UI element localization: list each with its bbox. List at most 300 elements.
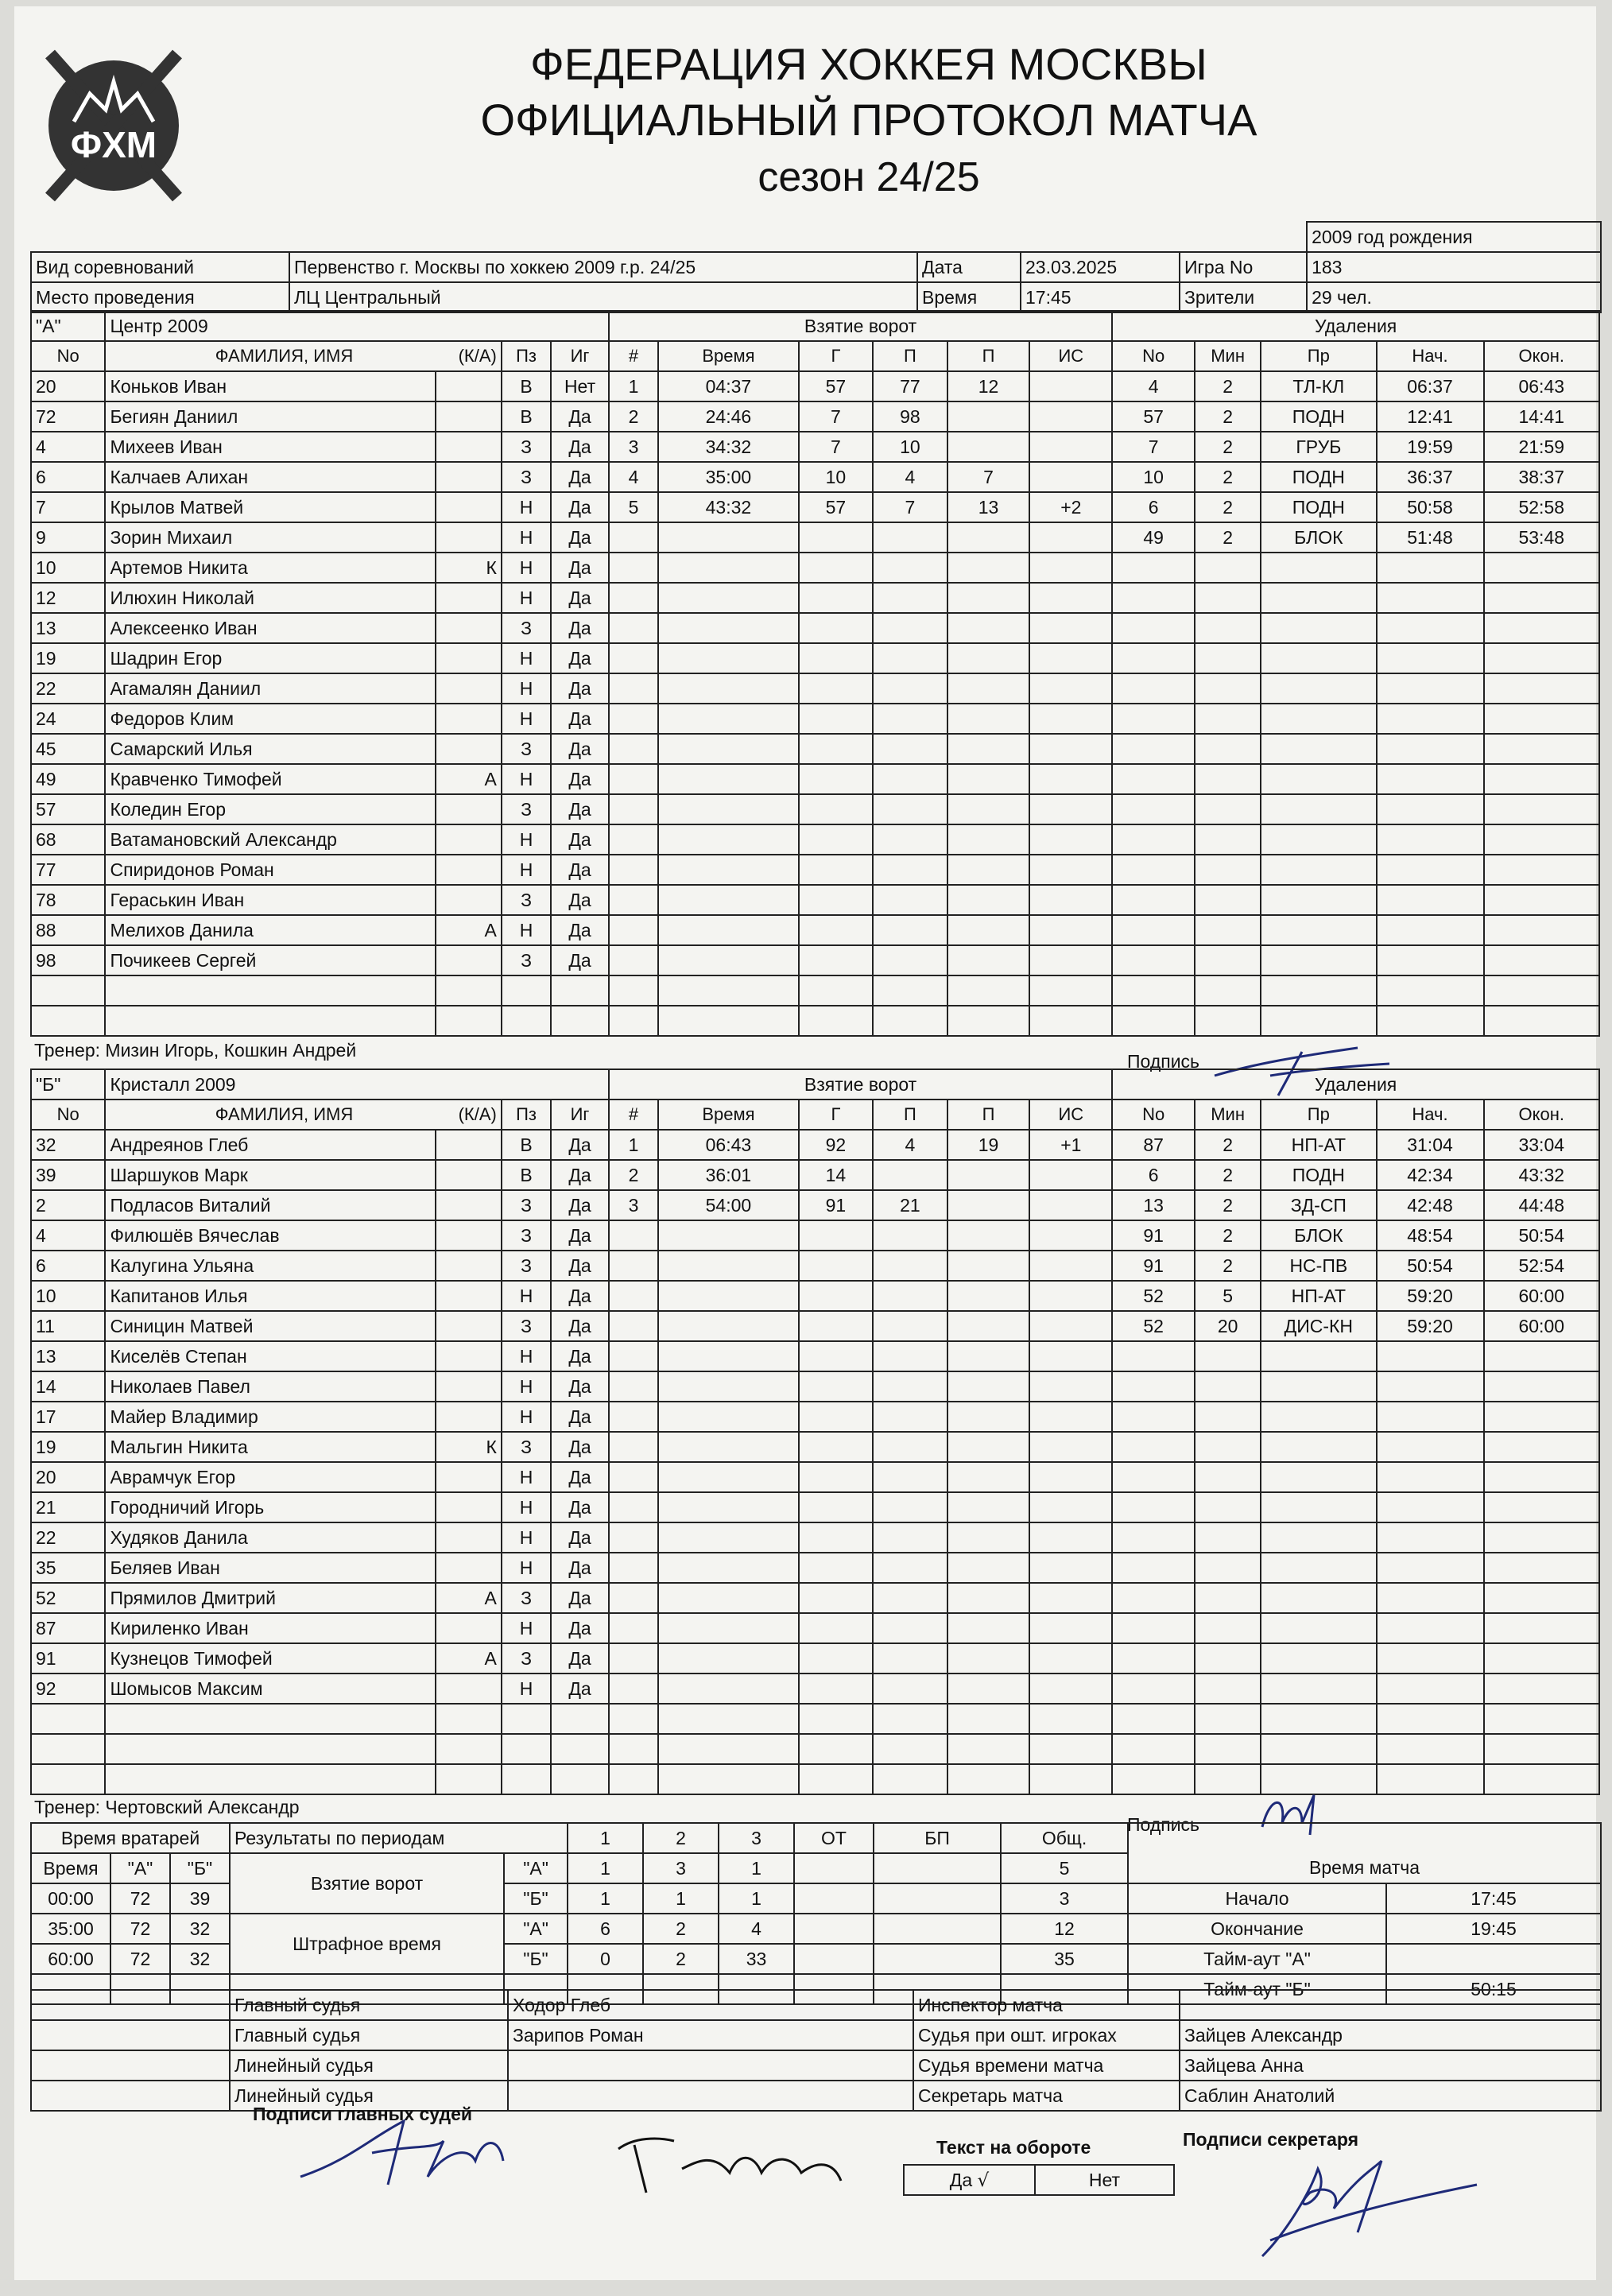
player-role — [436, 1704, 502, 1734]
goal-a2: 19 — [947, 1130, 1030, 1160]
penalty-start: 42:48 — [1377, 1190, 1484, 1220]
penalty-no: 6 — [1112, 492, 1195, 522]
player-position: З — [502, 734, 551, 764]
player-no: 21 — [31, 1492, 105, 1522]
goal-g: 7 — [799, 401, 873, 432]
goal-a2 — [947, 401, 1030, 432]
player-position: З — [502, 1432, 551, 1462]
player-name: Спиридонов Роман — [105, 855, 435, 885]
title-protocol: ОФИЦИАЛЬНЫЙ ПРОТОКОЛ МАТЧА — [480, 95, 1257, 145]
gk-time-header: Время — [31, 1853, 110, 1883]
player-role — [436, 1674, 502, 1704]
check-icon: √ — [977, 2170, 990, 2191]
player-role — [436, 1160, 502, 1190]
player-no: 32 — [31, 1130, 105, 1160]
goal-time: 06:43 — [658, 1130, 799, 1160]
goal-is: +2 — [1029, 492, 1112, 522]
player-name-header: ФАМИЛИЯ, ИМЯ (К/А) — [105, 1100, 501, 1130]
player-no: 57 — [31, 794, 105, 824]
player-role — [436, 1734, 502, 1764]
player-role — [436, 462, 502, 492]
player-position — [502, 1764, 551, 1794]
player-position: З — [502, 885, 551, 915]
penalty-no: 91 — [1112, 1251, 1195, 1281]
player-name: Шадрин Егор — [105, 643, 435, 673]
goal-g: 7 — [799, 432, 873, 462]
player-no: 72 — [31, 401, 105, 432]
start-label: Начало — [1128, 1883, 1386, 1914]
player-role — [436, 1371, 502, 1402]
goal-g: 57 — [799, 371, 873, 401]
goal-time-header: Время — [658, 341, 799, 371]
goal-a2: 13 — [947, 492, 1030, 522]
penalty-min: 2 — [1195, 371, 1261, 401]
player-role — [436, 855, 502, 885]
penalty-reason: БЛОК — [1261, 522, 1376, 553]
goal-is — [1029, 371, 1112, 401]
penalty-reason: ПОДН — [1261, 1160, 1376, 1190]
penalty-reason: НС-ПВ — [1261, 1251, 1376, 1281]
penalty-start: 06:37 — [1377, 371, 1484, 401]
penalty-reason: ГРУБ — [1261, 432, 1376, 462]
goal-a2: 12 — [947, 371, 1030, 401]
penalty-start: 50:58 — [1377, 492, 1484, 522]
title-federation: ФЕДЕРАЦИЯ ХОККЕЯ МОСКВЫ — [530, 39, 1207, 89]
player-position: Н — [502, 1674, 551, 1704]
pim-b-total: 35 — [1001, 1944, 1128, 1974]
penalty-end: 38:37 — [1484, 462, 1600, 492]
goals-a-ot — [794, 1853, 874, 1883]
penalty-reason: БЛОК — [1261, 1220, 1376, 1251]
penalty-no: 57 — [1112, 401, 1195, 432]
player-name: Киселёв Степан — [105, 1341, 435, 1371]
period-3-header: 3 — [719, 1823, 794, 1853]
timekeeper-value: Зайцева Анна — [1180, 2050, 1601, 2081]
player-name: Федоров Клим — [105, 704, 435, 734]
goal-a2: 7 — [947, 462, 1030, 492]
goal-n: 1 — [609, 371, 658, 401]
player-no: 6 — [31, 462, 105, 492]
penalty-end: 60:00 — [1484, 1281, 1600, 1311]
goal-a1: 10 — [873, 432, 947, 462]
player-position: З — [502, 794, 551, 824]
player-no: 20 — [31, 371, 105, 401]
team-a-table — [30, 310, 1600, 1037]
player-role — [436, 432, 502, 462]
player-name: Синицин Матвей — [105, 1311, 435, 1341]
player-row — [31, 1674, 1599, 1704]
goals-a-p1: 1 — [568, 1853, 643, 1883]
player-position: Н — [502, 1341, 551, 1371]
player-played: Да — [551, 1130, 609, 1160]
penalty-end: 53:48 — [1484, 522, 1600, 553]
player-no: 7 — [31, 492, 105, 522]
team-name: Центр 2009 — [105, 311, 608, 341]
penalty-start: 36:37 — [1377, 462, 1484, 492]
player-name: Зорин Михаил — [105, 522, 435, 553]
goal-number-header: # — [609, 1100, 658, 1130]
penalty-end: 14:41 — [1484, 401, 1600, 432]
time-label: Время — [917, 282, 1021, 312]
player-name: Капитанов Илья — [105, 1281, 435, 1311]
player-name — [105, 1704, 435, 1734]
player-role — [436, 401, 502, 432]
player-position: Н — [502, 492, 551, 522]
player-name: Кузнецов Тимофей — [105, 1643, 435, 1674]
player-no: 35 — [31, 1553, 105, 1583]
player-row — [31, 522, 1599, 553]
pim-team-a-label: "А" — [504, 1914, 568, 1944]
player-no — [31, 975, 105, 1006]
player-row — [31, 1220, 1599, 1251]
goals-a-p2: 3 — [643, 1853, 719, 1883]
penalty-reason: ТЛ-КЛ — [1261, 371, 1376, 401]
player-played: Да — [551, 1613, 609, 1643]
match-info-table — [30, 221, 1602, 313]
player-played: Да — [551, 855, 609, 885]
main-ref-label: Главный судья — [230, 1990, 508, 2020]
player-row — [31, 1643, 1599, 1674]
player-played: Да — [551, 1341, 609, 1371]
protocol-sheet — [14, 6, 1596, 2280]
player-row — [31, 1462, 1599, 1492]
player-played — [551, 1704, 609, 1734]
player-role: А — [436, 1643, 502, 1674]
goal-is — [1029, 401, 1112, 432]
player-role — [436, 1130, 502, 1160]
penalty-reason: ДИС-КН — [1261, 1311, 1376, 1341]
goal-n: 5 — [609, 492, 658, 522]
player-name: Гераськин Иван — [105, 885, 435, 915]
penalty-min: 2 — [1195, 1130, 1261, 1160]
player-row — [31, 764, 1599, 794]
player-position: Н — [502, 1613, 551, 1643]
player-position: З — [502, 613, 551, 643]
penalty-min: 2 — [1195, 1190, 1261, 1220]
player-name: Прямилов Дмитрий — [105, 1583, 435, 1613]
penalty-no: 49 — [1112, 522, 1195, 553]
player-role — [436, 1220, 502, 1251]
player-name: Мелихов Данила — [105, 915, 435, 945]
player-no-header: No — [31, 341, 105, 371]
pim-b-p1: 0 — [568, 1944, 643, 1974]
player-played: Да — [551, 824, 609, 855]
player-no: 98 — [31, 945, 105, 975]
player-position: Н — [502, 1281, 551, 1311]
goal-scorer-header: Г — [799, 341, 873, 371]
player-name: Илюхин Николай — [105, 583, 435, 613]
penalty-min: 2 — [1195, 522, 1261, 553]
player-no: 10 — [31, 553, 105, 583]
goal-is — [1029, 1190, 1112, 1220]
player-position: В — [502, 401, 551, 432]
player-name: Алексеенко Иван — [105, 613, 435, 643]
player-no: 17 — [31, 1402, 105, 1432]
competition-value: Первенство г. Москвы по хоккею 2009 г.р. 24/25 — [289, 252, 917, 282]
line-ref-label: Линейный судья — [230, 2050, 508, 2081]
game-no-value: 183 — [1307, 252, 1601, 282]
player-position: Н — [502, 1522, 551, 1553]
player-position: Н — [502, 915, 551, 945]
player-row — [31, 824, 1599, 855]
gk-row-time: 60:00 — [31, 1944, 110, 1974]
player-played: Да — [551, 553, 609, 583]
player-row — [31, 1492, 1599, 1522]
player-name: Худяков Данила — [105, 1522, 435, 1553]
goals-a-total: 5 — [1001, 1853, 1128, 1883]
gk-row-b: 39 — [170, 1883, 230, 1914]
player-played: Да — [551, 945, 609, 975]
goal-n: 3 — [609, 1190, 658, 1220]
player-played: Да — [551, 794, 609, 824]
player-played — [551, 1006, 609, 1036]
goal-number-header: # — [609, 341, 658, 371]
penalty-start: 31:04 — [1377, 1130, 1484, 1160]
main-ref-label: Главный судья — [230, 2020, 508, 2050]
player-name: Шомысов Максим — [105, 1674, 435, 1704]
date-label: Дата — [917, 252, 1021, 282]
player-name: Калчаев Алихан — [105, 462, 435, 492]
player-position: Н — [502, 764, 551, 794]
goal-a2 — [947, 1160, 1030, 1190]
player-played: Да — [551, 1190, 609, 1220]
player-played: Да — [551, 673, 609, 704]
periods-title: Результаты по периодам — [230, 1823, 568, 1853]
penalty-reason: НП-АТ — [1261, 1130, 1376, 1160]
penalty-end: 52:54 — [1484, 1251, 1600, 1281]
player-position: В — [502, 371, 551, 401]
player-no: 87 — [31, 1613, 105, 1643]
player-position: Н — [502, 1402, 551, 1432]
player-role — [436, 1281, 502, 1311]
penalty-end-header: Окон. — [1484, 1100, 1600, 1130]
penalty-no: 87 — [1112, 1130, 1195, 1160]
goal-time: 34:32 — [658, 432, 799, 462]
player-played: Да — [551, 1553, 609, 1583]
player-name — [105, 1764, 435, 1794]
goals-b-bp — [874, 1883, 1001, 1914]
penalty-end-header: Окон. — [1484, 341, 1600, 371]
player-role — [436, 673, 502, 704]
goals-a-bp — [874, 1853, 1001, 1883]
player-played: Да — [551, 1462, 609, 1492]
goal-g: 10 — [799, 462, 873, 492]
goals-title: Взятие ворот — [609, 1069, 1112, 1100]
player-row — [31, 704, 1599, 734]
gk-row-a: 72 — [110, 1883, 170, 1914]
goal-a1: 98 — [873, 401, 947, 432]
player-name: Ватамановский Александр — [105, 824, 435, 855]
player-role — [436, 583, 502, 613]
goal-n: 4 — [609, 462, 658, 492]
venue-label: Место проведения — [31, 282, 289, 312]
player-row — [31, 1341, 1599, 1371]
main-ref-2: Зарипов Роман — [508, 2020, 913, 2050]
player-no — [31, 1734, 105, 1764]
goals-b-p3: 1 — [719, 1883, 794, 1914]
player-no — [31, 1006, 105, 1036]
player-row — [31, 1583, 1599, 1613]
goal-a1: 7 — [873, 492, 947, 522]
penalty-end: 43:32 — [1484, 1160, 1600, 1190]
line-ref-label: Линейный судья — [230, 2081, 508, 2111]
player-position — [502, 1704, 551, 1734]
player-played: Да — [551, 583, 609, 613]
penalty-start: 59:20 — [1377, 1281, 1484, 1311]
birth-year: 2009 год рождения — [1307, 222, 1601, 252]
player-role: А — [436, 764, 502, 794]
bp-header: БП — [874, 1823, 1001, 1853]
penalty-minutes-header: Мин — [1195, 341, 1261, 371]
player-no: 20 — [31, 1462, 105, 1492]
position-header: Пз — [502, 341, 551, 371]
team-letter: "Б" — [31, 1069, 105, 1100]
goal-time: 36:01 — [658, 1160, 799, 1190]
penalty-min: 2 — [1195, 401, 1261, 432]
spectators-label: Зрители — [1180, 282, 1307, 312]
goals-team-a-label: "А" — [504, 1853, 568, 1883]
goals-b-p2: 1 — [643, 1883, 719, 1914]
player-role — [436, 975, 502, 1006]
player-no: 13 — [31, 1341, 105, 1371]
player-role — [436, 794, 502, 824]
spectators-value: 29 чел. — [1307, 282, 1601, 312]
player-row — [31, 945, 1599, 975]
player-position: З — [502, 1311, 551, 1341]
goal-situation-header: ИС — [1029, 341, 1112, 371]
goal-n: 1 — [609, 1130, 658, 1160]
player-role — [436, 1522, 502, 1553]
player-name — [105, 1734, 435, 1764]
assist-1-header: П — [873, 1100, 947, 1130]
time-value: 17:45 — [1021, 282, 1180, 312]
player-position: Н — [502, 1462, 551, 1492]
team-b-coach: Тренер: Чертовский Александр — [34, 1797, 300, 1817]
player-played: Да — [551, 915, 609, 945]
goal-a1: 4 — [873, 462, 947, 492]
player-row — [31, 371, 1599, 401]
player-row — [31, 975, 1599, 1006]
gk-row-b: 32 — [170, 1914, 230, 1944]
gk-row-a: 72 — [110, 1944, 170, 1974]
player-row — [31, 1190, 1599, 1220]
penalty-start: 50:54 — [1377, 1251, 1484, 1281]
player-no: 4 — [31, 432, 105, 462]
penalty-judge-value: Зайцев Александр — [1180, 2020, 1601, 2050]
penalty-min: 5 — [1195, 1281, 1261, 1311]
player-position: З — [502, 1643, 551, 1674]
player-role — [436, 885, 502, 915]
team-b-table — [30, 1068, 1600, 1795]
penalty-min: 2 — [1195, 1251, 1261, 1281]
penalty-min: 2 — [1195, 432, 1261, 462]
player-role — [436, 1190, 502, 1220]
player-position: З — [502, 1251, 551, 1281]
player-row — [31, 401, 1599, 432]
player-role — [436, 1311, 502, 1341]
player-played: Да — [551, 1311, 609, 1341]
secretary-label: Секретарь матча — [913, 2081, 1180, 2111]
player-row — [31, 643, 1599, 673]
player-position: Н — [502, 583, 551, 613]
player-role — [436, 371, 502, 401]
ka-header: (К/А) — [458, 346, 497, 366]
penalty-player-header: No — [1112, 1100, 1195, 1130]
player-role: К — [436, 1432, 502, 1462]
player-no: 91 — [31, 1643, 105, 1674]
player-row — [31, 553, 1599, 583]
overleaf-label: Текст на обороте — [936, 2137, 1091, 2158]
goal-a1 — [873, 1160, 947, 1190]
penalty-no: 10 — [1112, 462, 1195, 492]
goal-time: 54:00 — [658, 1190, 799, 1220]
goal-a2 — [947, 432, 1030, 462]
player-played: Да — [551, 1402, 609, 1432]
goals-b-p1: 1 — [568, 1883, 643, 1914]
player-row — [31, 462, 1599, 492]
pim-row-label: Штрафное время — [230, 1914, 504, 1974]
gk-b-header: "Б" — [170, 1853, 230, 1883]
pim-b-p3: 33 — [719, 1944, 794, 1974]
player-position: Н — [502, 1371, 551, 1402]
player-played: Да — [551, 1220, 609, 1251]
overleaf-yes: Да √ — [904, 2165, 1035, 2195]
player-played: Да — [551, 704, 609, 734]
player-name: Майер Владимир — [105, 1402, 435, 1432]
player-no — [31, 1704, 105, 1734]
player-no: 13 — [31, 613, 105, 643]
player-name: Андреянов Глеб — [105, 1130, 435, 1160]
player-position: З — [502, 1220, 551, 1251]
pim-team-b-label: "Б" — [504, 1944, 568, 1974]
player-role — [436, 643, 502, 673]
player-row — [31, 1704, 1599, 1734]
player-no: 10 — [31, 1281, 105, 1311]
player-name-header: ФАМИЛИЯ, ИМЯ (К/А) — [105, 341, 501, 371]
overleaf-no: Нет — [1035, 2165, 1174, 2195]
penalties-title: Удаления — [1112, 311, 1599, 341]
player-position: Н — [502, 855, 551, 885]
player-played: Да — [551, 643, 609, 673]
goal-g: 91 — [799, 1190, 873, 1220]
played-header: Иг — [551, 1100, 609, 1130]
goals-team-b-label: "Б" — [504, 1883, 568, 1914]
player-no — [31, 1764, 105, 1794]
player-played — [551, 1734, 609, 1764]
assist-2-header: П — [947, 1100, 1030, 1130]
player-played: Да — [551, 1522, 609, 1553]
penalty-no: 52 — [1112, 1311, 1195, 1341]
penalty-min: 2 — [1195, 492, 1261, 522]
secretary-signature-label: Подписи секретаря — [1183, 2129, 1359, 2150]
player-role — [436, 704, 502, 734]
player-no: 24 — [31, 704, 105, 734]
player-role — [436, 1251, 502, 1281]
player-position: В — [502, 1160, 551, 1190]
player-played — [551, 975, 609, 1006]
goal-n: 3 — [609, 432, 658, 462]
season-label: сезон 24/25 — [758, 154, 980, 200]
player-row — [31, 673, 1599, 704]
penalty-min: 2 — [1195, 462, 1261, 492]
penalties-title: Удаления — [1112, 1069, 1599, 1100]
player-role: К — [436, 553, 502, 583]
player-row — [31, 1371, 1599, 1402]
player-position: З — [502, 1190, 551, 1220]
penalty-reason-header: Пр — [1261, 1100, 1376, 1130]
gk-row-time: 35:00 — [31, 1914, 110, 1944]
player-role — [436, 1006, 502, 1036]
